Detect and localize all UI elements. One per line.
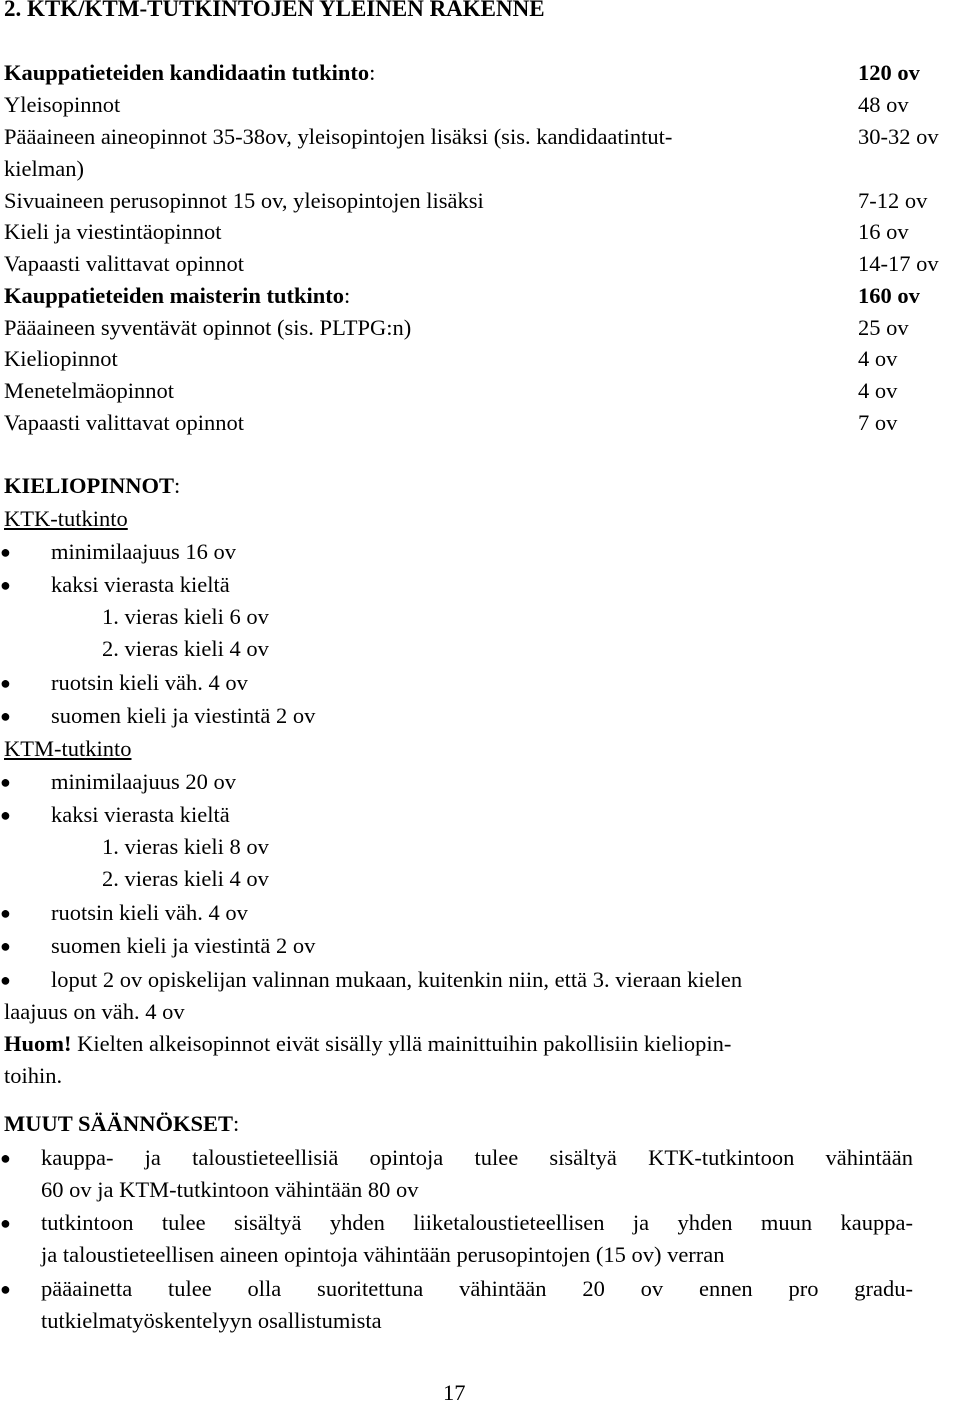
bullet-icon: ● — [0, 1213, 11, 1233]
bullet-icon: ● — [0, 936, 11, 956]
ktm-row-label: Vapaasti valittavat opinnot — [4, 410, 244, 435]
ktk-row-value: 16 ov — [858, 219, 909, 244]
ktk-language-title: KTK-tutkinto — [4, 506, 128, 531]
sub-list-item: 2. vieras kieli 4 ov — [102, 636, 269, 661]
bullet-icon: ● — [0, 673, 11, 693]
ktm-row-value: 7 ov — [858, 410, 898, 435]
bullet-icon: ● — [0, 575, 11, 595]
kieliopinnot-heading-line: KIELIOPINNOT: — [4, 473, 181, 498]
sub-list-item: 1. vieras kieli 6 ov — [102, 604, 269, 629]
list-item-continuation: 60 ov ja KTM-tutkintoon vähintään 80 ov — [41, 1177, 419, 1202]
ktk-row-label: Yleisopinnot — [4, 92, 121, 117]
ktk-row-value: 48 ov — [858, 92, 909, 117]
bullet-icon: ● — [0, 1148, 11, 1168]
bullet-icon: ● — [0, 542, 11, 562]
list-item: minimilaajuus 20 ov — [51, 769, 236, 794]
page-number: 17 — [443, 1380, 466, 1405]
ktm-row-label: Kieliopinnot — [4, 346, 118, 371]
ktk-total: 120 ov — [858, 60, 920, 85]
list-item-continuation: ja taloustieteellisen aineen opintoja vähintään perusopintojen (15 ov) verran — [41, 1242, 725, 1267]
ktm-row-label: Pääaineen syventävät opinnot (sis. PLTPG:n) — [4, 315, 412, 340]
ktk-row-label: kielman) — [4, 156, 84, 181]
bullet-icon: ● — [0, 805, 11, 825]
ktk-heading-line: Kauppatieteiden kandidaatin tutkinto: — [4, 60, 376, 85]
ktm-row-label: Menetelmäopinnot — [4, 378, 174, 403]
list-item-continuation: tutkielmatyöskentelyyn osallistumista — [41, 1308, 382, 1333]
ktm-heading-line: Kauppatieteiden maisterin tutkinto: — [4, 283, 351, 308]
ktk-row-label: Pääaineen aineopinnot 35-38ov, yleisopintojen lisäksi (sis. kandidaatintut- — [4, 124, 673, 149]
list-item: tutkintoon tulee sisältyä yhden liiketaloustieteellisen ja yhden muun kauppa- — [41, 1210, 913, 1235]
kieliopinnot-heading: KIELIOPINNOT — [4, 473, 175, 498]
ktk-row-value: 30-32 ov — [858, 124, 939, 149]
list-item: ruotsin kieli väh. 4 ov — [51, 670, 248, 695]
sub-list-item: 2. vieras kieli 4 ov — [102, 866, 269, 891]
list-item: pääainetta tulee olla suoritettuna vähintään 20 ov ennen pro gradu- — [41, 1276, 913, 1301]
list-item: kauppa- ja taloustieteellisiä opintoja tulee sisältyä KTK-tutkintoon vähintään — [41, 1145, 913, 1170]
list-item: kaksi vierasta kieltä — [51, 802, 230, 827]
bullet-icon: ● — [0, 970, 11, 990]
ktm-row-value: 25 ov — [858, 315, 909, 340]
list-item: suomen kieli ja viestintä 2 ov — [51, 933, 316, 958]
note-line — [4, 1028, 731, 1060]
ktk-heading: Kauppatieteiden kandidaatin tutkinto — [4, 60, 370, 85]
list-item: kaksi vierasta kieltä — [51, 572, 230, 597]
muut-heading: MUUT SÄÄNNÖKSET — [4, 1111, 233, 1136]
bullet-icon: ● — [0, 706, 11, 726]
muut-heading-line: MUUT SÄÄNNÖKSET: — [4, 1111, 240, 1136]
note-label: Huom! — [4, 1031, 72, 1056]
note-text: Kielten alkeisopinnot eivät sisälly yllä mainittuihin pakollisiin kieliopin- — [71, 1031, 732, 1056]
ktm-language-title: KTM-tutkinto — [4, 736, 132, 761]
bullet-icon: ● — [0, 772, 11, 792]
list-item-continuation: laajuus on väh. 4 ov — [4, 999, 185, 1024]
ktm-total: 160 ov — [858, 283, 920, 308]
sub-list-item: 1. vieras kieli 8 ov — [102, 834, 269, 859]
ktk-row-value: 14-17 ov — [858, 251, 939, 276]
list-item: loput 2 ov opiskelijan valinnan mukaan, kuitenkin niin, että 3. vieraan kielen — [51, 967, 743, 992]
page-title: 2. KTK/KTM-TUTKINTOJEN YLEINEN RAKENNE — [4, 0, 545, 21]
ktk-row-label: Vapaasti valittavat opinnot — [4, 251, 244, 276]
ktm-heading: Kauppatieteiden maisterin tutkinto — [4, 283, 345, 308]
list-item: minimilaajuus 16 ov — [51, 539, 236, 564]
ktk-row-label: Kieli ja viestintäopinnot — [4, 219, 222, 244]
list-item: suomen kieli ja viestintä 2 ov — [51, 703, 316, 728]
note-text-continuation: toihin. — [4, 1063, 63, 1088]
ktm-row-value: 4 ov — [858, 378, 898, 403]
ktk-row-label: Sivuaineen perusopinnot 15 ov, yleisopintojen lisäksi — [4, 188, 484, 213]
bullet-icon: ● — [0, 903, 11, 923]
bullet-icon: ● — [0, 1279, 11, 1299]
list-item: ruotsin kieli väh. 4 ov — [51, 900, 248, 925]
ktm-row-value: 4 ov — [858, 346, 898, 371]
ktk-row-value: 7-12 ov — [858, 188, 928, 213]
